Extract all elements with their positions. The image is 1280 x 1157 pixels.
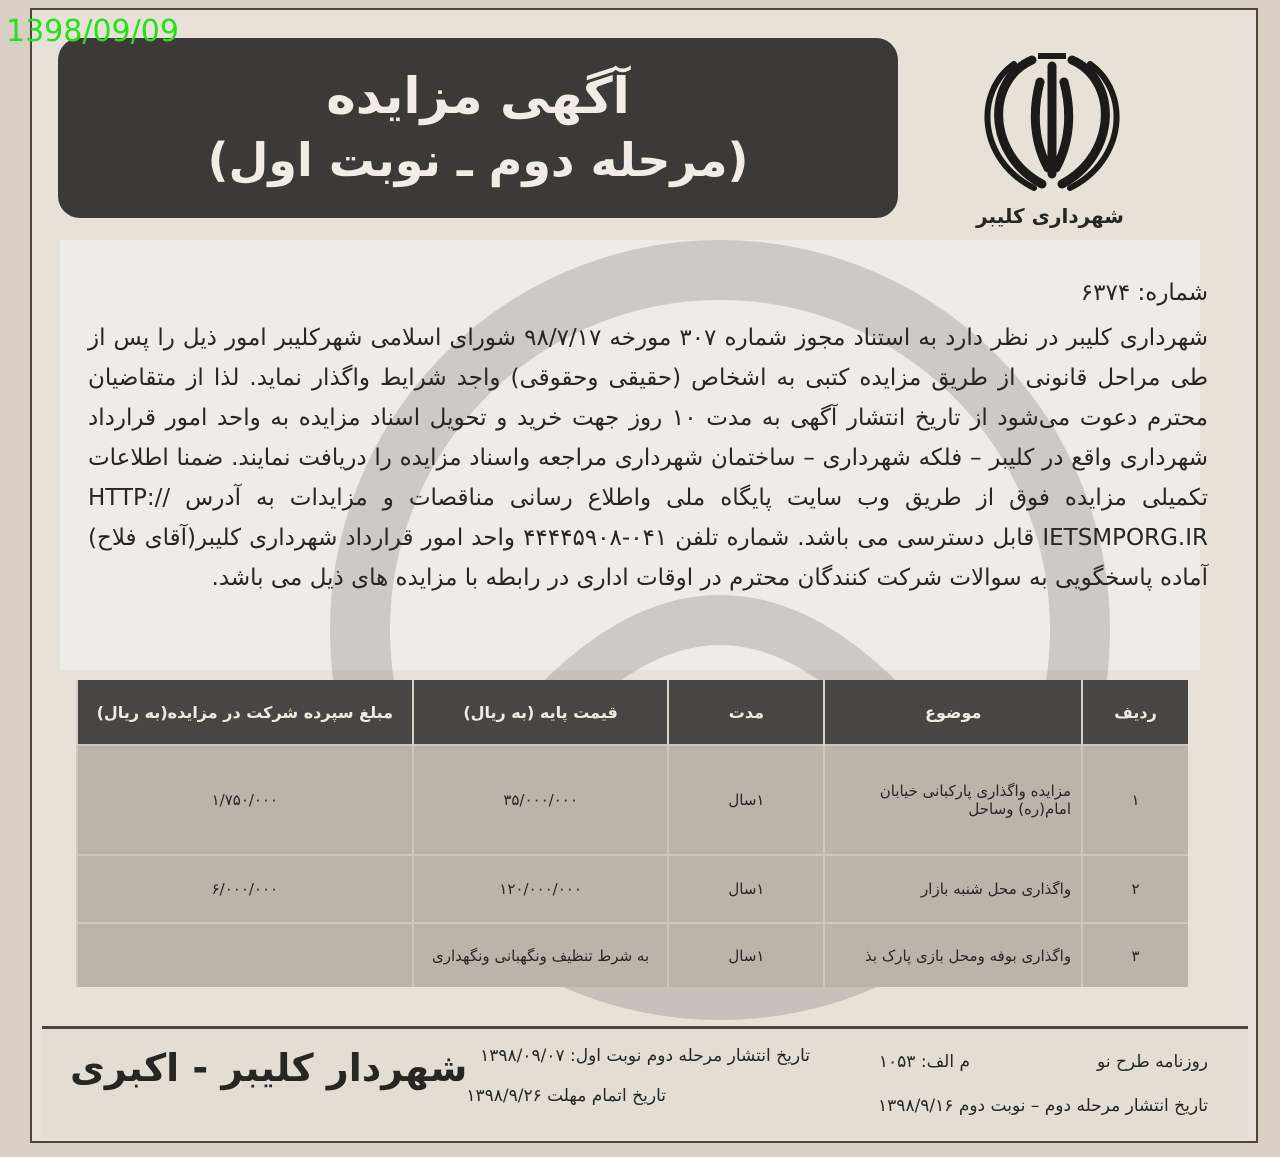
header-duration: مدت bbox=[668, 680, 824, 745]
header-row-number: ردیف bbox=[1082, 680, 1188, 745]
header-deposit: مبلغ سپرده شرکت در مزایده(به ریال) bbox=[77, 680, 413, 745]
cell-base-price: به شرط تنظیف ونگهبانی ونگهداری bbox=[413, 923, 669, 987]
iran-emblem-icon bbox=[972, 42, 1132, 192]
notice-number: شماره: ۶۳۷۴ bbox=[1080, 280, 1208, 306]
title-box bbox=[58, 38, 898, 218]
date-stamp: 1398/09/09 bbox=[6, 14, 179, 49]
publish-date-first: تاریخ انتشار مرحله دوم نوبت اول: ۱۳۹۸/۰۹/۰۷ bbox=[480, 1046, 810, 1066]
cell-base-price: ۳۵/۰۰۰/۰۰۰ bbox=[413, 745, 669, 855]
cell-duration: ۱سال bbox=[668, 923, 824, 987]
ad-code: م الف: ۱۰۵۳ bbox=[878, 1052, 970, 1072]
cell-deposit bbox=[77, 923, 413, 987]
publish-date-second: تاریخ انتشار مرحله دوم – نوبت دوم ۱۳۹۸/۹/۱۶ bbox=[878, 1096, 1208, 1116]
notice-paragraph: شهرداری کلیبر در نظر دارد به استناد مجوز شماره ۳۰۷ مورخه ۹۸/۷/۱۷ شورای اسلامی شهرکلیبر امور ذیل را پس از طی مراحل قانونی از طریق مزایده کتبی به اشخاص (حقیقی وحقوقی) واجد شرایط واگذار نماید. لذا از متقاضیان محترم دعوت می‌شود از تاریخ انتشار آگهی به مدت ۱۰ روز جهت خرید و تحویل اسناد مزایده به واحد امور قرارداد شهرداری واقع در کلیبر – فلکه شهرداری – ساختمان شهرداری مراجعه واسناد مزایده را دریافت نمایند. ضمنا اطلاعات تکمیلی مزایده فوق از طریق وب سایت پایگاه ملی واطلاع رسانی مناقصات و مزایدات به آدرس HTTP:// IETSMPORG.IR قابل دسترسی می باشد. شماره تلفن ۰۴۱-۴۴۴۴۵۹۰۸ واحد امور قرارداد شهرداری کلیبر(آقای فلاح) آماده پاسخگویی به سوالات شرکت کنندگان محترم در اوقات اداری در رابطه با مزایده های ذیل می باشد. bbox=[88, 325, 1208, 591]
cell-duration: ۱سال bbox=[668, 745, 824, 855]
notice-title: آگهی مزایده bbox=[326, 67, 630, 125]
organization-name: شهرداری کلیبر bbox=[976, 204, 1124, 228]
cell-deposit: ۱/۷۵۰/۰۰۰ bbox=[77, 745, 413, 855]
cell-base-price: ۱۲۰/۰۰۰/۰۰۰ bbox=[413, 855, 669, 923]
cell-subject: واگذاری محل شنبه بازار bbox=[824, 855, 1082, 923]
cell-row-number: ۳ bbox=[1082, 923, 1188, 987]
mayor-signature: شهردار کلیبر - اکبری bbox=[70, 1046, 468, 1090]
table-row bbox=[77, 855, 1188, 923]
cell-deposit: ۶/۰۰۰/۰۰۰ bbox=[77, 855, 413, 923]
cell-subject: مزایده واگذاری پارکبانی خیابان امام(ره) وساحل bbox=[824, 745, 1082, 855]
notice-subtitle: (مرحله دوم ـ نوبت اول) bbox=[207, 133, 749, 187]
cell-subject: واگذاری بوفه ومحل بازی پارک بذ bbox=[824, 923, 1082, 987]
cell-duration: ۱سال bbox=[668, 855, 824, 923]
header-base-price: قیمت پایه (به ریال) bbox=[413, 680, 669, 745]
table-header-row bbox=[77, 680, 1188, 745]
cell-row-number: ۲ bbox=[1082, 855, 1188, 923]
header-subject: موضوع bbox=[824, 680, 1082, 745]
deadline-date: تاریخ اتمام مهلت ۱۳۹۸/۹/۲۶ bbox=[466, 1086, 666, 1106]
table-row bbox=[77, 923, 1188, 987]
cell-row-number: ۱ bbox=[1082, 745, 1188, 855]
auction-items-table bbox=[76, 680, 1188, 987]
table-row bbox=[77, 745, 1188, 855]
newspaper-name: روزنامه طرح نو bbox=[1097, 1052, 1208, 1072]
